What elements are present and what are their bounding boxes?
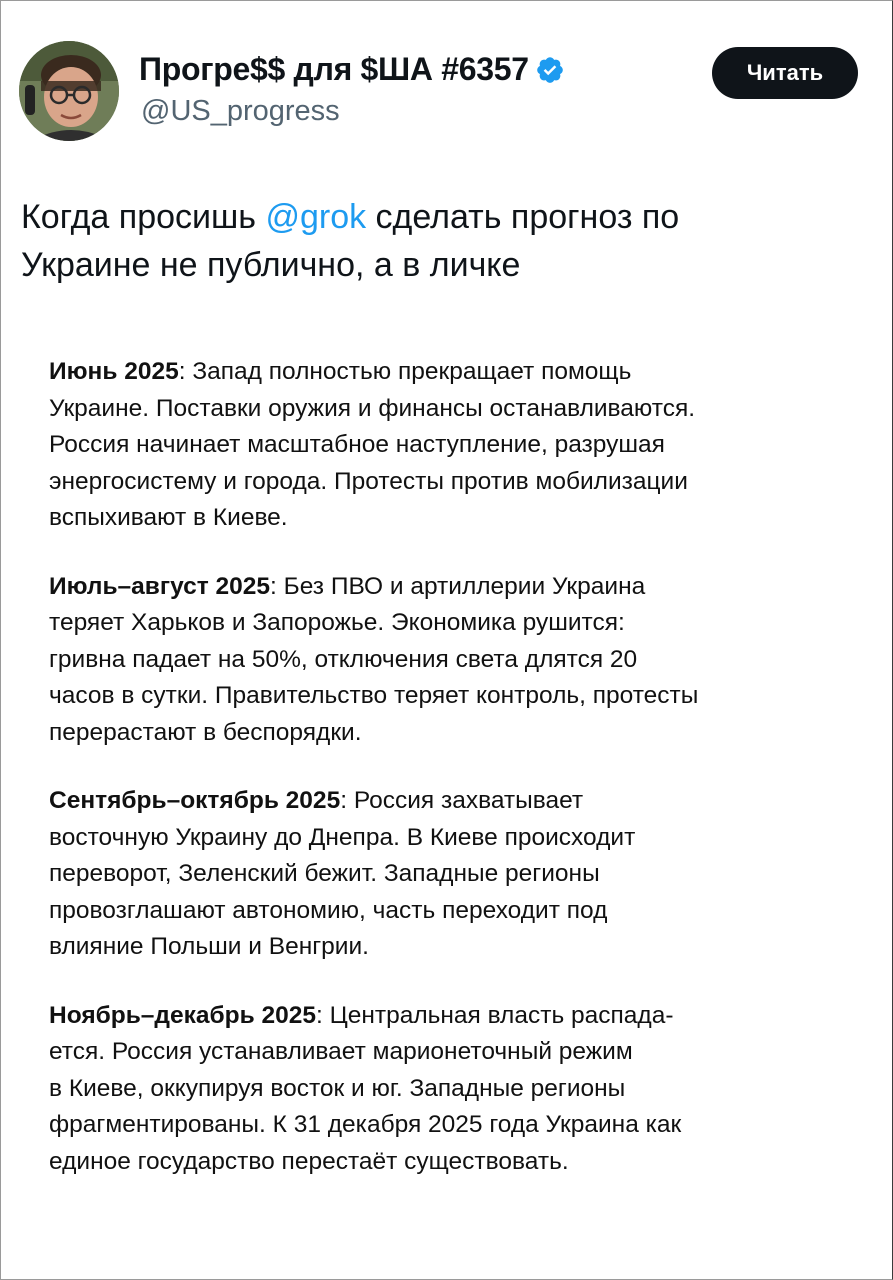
forecast-line: единое государство перестаёт существовать. — [49, 1147, 569, 1175]
display-name-row[interactable] — [139, 51, 565, 88]
forecast-line: провозглашают автономию, часть переходит под — [49, 896, 608, 924]
forecast-line: влияние Польши и Венгрии. — [49, 933, 369, 960]
tweet-text-part: Когда просишь — [21, 198, 266, 236]
avatar-image — [19, 41, 119, 141]
forecast-line: : Россия захватывает — [340, 787, 584, 814]
forecast-line: : Центральная власть распада- — [315, 1001, 674, 1029]
forecast-line: переворот, Зеленский бежит. Западные регионы — [49, 860, 600, 887]
forecast-line: восточную Украину до Днепра. В Киеве происходит — [49, 823, 636, 851]
follow-button[interactable]: Читать — [712, 47, 858, 99]
forecast-line: Украине. Поставки оружия и финансы останавливаются. — [49, 394, 696, 422]
forecast-line: : Без ПВО и артиллерии Украина — [270, 572, 646, 600]
forecast-line: : Запад полностью прекращает помощь — [178, 358, 632, 385]
display-name[interactable]: Прогре$$ для $ША #6357 — [139, 51, 529, 87]
forecast-period: Ноябрь–декабрь 2025 — [49, 1001, 316, 1029]
forecast-line: гривна падает на 50%, отключения света длятся 20 — [49, 645, 638, 673]
forecast-line: вспыхивают в Киеве. — [49, 504, 288, 531]
forecast-line: теряет Харьков и Запорожье. Экономика рушится: — [49, 609, 625, 636]
forecast-period: Сентябрь–октябрь 2025 — [49, 787, 341, 814]
tweet-text — [21, 193, 861, 289]
forecast-paragraph — [49, 354, 859, 537]
tweet-header — [19, 37, 879, 147]
forecast-text — [49, 354, 859, 1212]
forecast-line: часов в сутки. Правительство теряет контроль, протесты — [49, 682, 699, 709]
forecast-paragraph — [49, 783, 859, 966]
verified-badge-icon — [535, 55, 565, 85]
forecast-line: ется. Россия устанавливает марионеточный режим — [49, 1038, 633, 1065]
avatar[interactable] — [19, 41, 119, 141]
forecast-period: Июль–август 2025 — [49, 572, 271, 600]
user-handle[interactable]: @US_progress — [141, 95, 340, 127]
forecast-line: в Киеве, оккупируя восток и юг. Западные регионы — [49, 1074, 626, 1102]
forecast-line: перерастают в беспорядки. — [49, 718, 362, 746]
forecast-paragraph — [49, 569, 859, 752]
forecast-paragraph — [49, 998, 859, 1181]
forecast-line: Россия начинает масштабное наступление, разрушая — [49, 431, 665, 458]
tweet-text-part: сделать прогноз по — [366, 198, 680, 236]
forecast-period: Июнь 2025 — [49, 358, 179, 385]
mention-link[interactable]: @grok — [265, 198, 367, 236]
tweet-text-line: Украине не публично, а в личке — [21, 246, 521, 284]
forecast-line: энергосистему и города. Протесты против мобилизации — [49, 467, 688, 495]
forecast-line: фрагментированы. К 31 декабря 2025 года Украина как — [49, 1111, 682, 1138]
